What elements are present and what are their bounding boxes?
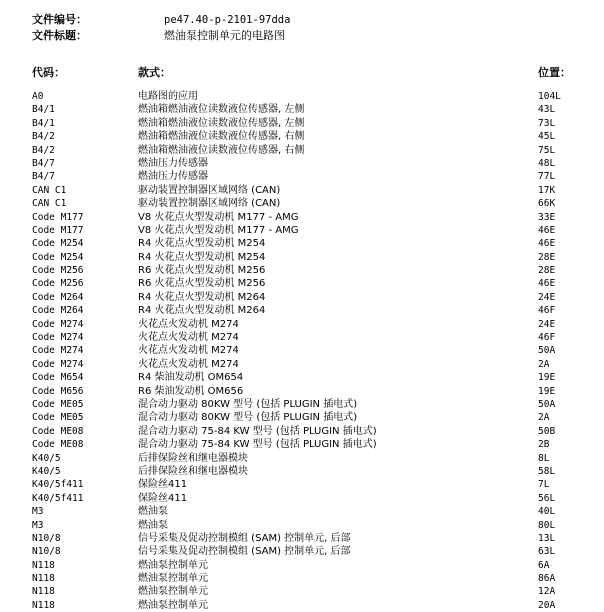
position-cell: 8L (538, 452, 550, 464)
code-cell: N118 (32, 599, 55, 611)
model-cell: 燃油泵控制单元 (138, 559, 208, 571)
table-row (0, 505, 604, 518)
code-cell: Code M256 (32, 265, 84, 277)
model-cell: 后排保险丝和继电器模块 (138, 452, 248, 464)
table-row (0, 277, 604, 290)
position-cell: 63L (538, 546, 556, 558)
table-row (0, 545, 604, 558)
code-cell: Code M274 (32, 318, 84, 330)
table-row (0, 599, 604, 612)
position-cell: 46E (538, 278, 556, 290)
position-cell: 24E (538, 318, 556, 330)
table-row (0, 251, 604, 264)
table-row (0, 331, 604, 344)
code-cell: Code M264 (32, 305, 84, 317)
model-cell: R6 火花点火型发动机 M256 (138, 278, 266, 290)
table-row (0, 237, 604, 250)
table-row (0, 211, 604, 224)
model-cell: 驱动装置控制器区域网络 (CAN) (138, 184, 281, 196)
table-row (0, 344, 604, 357)
model-cell: 火花点火发动机 M274 (138, 318, 239, 330)
position-cell: 45L (538, 131, 556, 143)
model-cell: R4 火花点火型发动机 M254 (138, 238, 266, 250)
code-cell: CAN C1 (32, 198, 67, 210)
code-cell: N10/8 (32, 532, 61, 544)
position-cell: 40L (538, 506, 556, 518)
position-cell: 7L (538, 479, 550, 491)
model-cell: 燃油泵控制单元 (138, 573, 208, 585)
position-cell: 104L (538, 91, 561, 102)
position-cell: 66K (538, 198, 556, 210)
model-cell: V8 火花点火型发动机 M177 - AMG (138, 224, 299, 236)
model-cell: R6 柴油发动机 OM656 (138, 385, 244, 397)
code-cell: B4/2 (32, 131, 55, 143)
position-cell: 86A (538, 573, 556, 585)
code-cell: Code M274 (32, 345, 84, 357)
column-header-model: 款式： (138, 66, 171, 79)
position-cell: 56L (538, 492, 556, 504)
model-cell: 燃油箱燃油液位读数液位传感器, 右侧 (138, 131, 305, 143)
table-row (0, 170, 604, 183)
model-cell: 火花点火发动机 M274 (138, 345, 239, 357)
model-cell: 电路图的应用 (138, 91, 198, 102)
doc-title-value: 燃油泵控制单元的电路图 (164, 29, 285, 42)
table-row (0, 184, 604, 197)
position-cell: 33E (538, 211, 556, 223)
position-cell: 50A (538, 398, 556, 410)
code-cell: Code M177 (32, 224, 84, 236)
code-cell: Code ME08 (32, 425, 84, 437)
model-cell: 混合动力驱动 75-84 KW 型号 (包括 PLUGIN 插电式) (138, 425, 377, 437)
model-cell: 保险丝411 (138, 492, 188, 504)
table-row (0, 452, 604, 465)
table-row (0, 478, 604, 491)
doc-title-label: 文件标题： (32, 29, 87, 42)
table-row (0, 398, 604, 411)
model-cell: V8 火花点火型发动机 M177 - AMG (138, 211, 299, 223)
position-cell: 12A (538, 586, 556, 598)
model-cell: 燃油泵控制单元 (138, 586, 208, 598)
table-row (0, 90, 604, 103)
code-cell: Code M654 (32, 372, 84, 384)
position-cell: 28E (538, 251, 556, 263)
model-cell: 信号采集及促动控制模组 (SAM) 控制单元, 后部 (138, 546, 351, 558)
position-cell: 2B (538, 439, 550, 451)
model-cell: 混合动力驱动 75-84 KW 型号 (包括 PLUGIN 插电式) (138, 439, 377, 451)
position-cell: 2A (538, 358, 550, 370)
code-cell: Code M256 (32, 278, 84, 290)
code-cell: N118 (32, 559, 55, 571)
table-row (0, 465, 604, 478)
model-cell: 混合动力驱动 80KW 型号 (包括 PLUGIN 插电式) (138, 412, 358, 424)
model-cell: R4 柴油发动机 OM654 (138, 372, 244, 384)
model-cell: 燃油箱燃油液位读数液位传感器, 右侧 (138, 144, 305, 156)
code-cell: B4/1 (32, 104, 55, 116)
position-cell: 28E (538, 265, 556, 277)
component-table (0, 90, 604, 612)
code-cell: B4/2 (32, 144, 55, 156)
model-cell: 后排保险丝和继电器模块 (138, 465, 248, 477)
position-cell: 50A (538, 345, 556, 357)
column-header-code: 代码： (32, 66, 65, 79)
code-cell: CAN C1 (32, 184, 67, 196)
position-cell: 6A (538, 559, 550, 571)
model-cell: 燃油压力传感器 (138, 171, 208, 183)
position-cell: 2A (538, 412, 550, 424)
code-cell: K40/5f411 (32, 492, 84, 504)
table-row (0, 304, 604, 317)
table-row (0, 425, 604, 438)
table-row (0, 144, 604, 157)
position-cell: 50B (538, 425, 556, 437)
model-cell: 驱动装置控制器区域网络 (CAN) (138, 198, 281, 210)
position-cell: 77L (538, 171, 556, 183)
position-cell: 20A (538, 599, 556, 611)
code-cell: B4/7 (32, 157, 55, 169)
table-row (0, 291, 604, 304)
table-row (0, 130, 604, 143)
doc-number-label: 文件编号： (32, 13, 87, 26)
column-header-position: 位置： (538, 66, 571, 79)
code-cell: N118 (32, 573, 55, 585)
code-cell: Code ME08 (32, 439, 84, 451)
table-row (0, 532, 604, 545)
code-cell: Code ME05 (32, 412, 84, 424)
position-cell: 43L (538, 104, 556, 116)
code-cell: A0 (32, 91, 44, 102)
code-cell: B4/1 (32, 117, 55, 129)
code-cell: K40/5 (32, 465, 61, 477)
code-cell: Code M254 (32, 238, 84, 250)
model-cell: 燃油箱燃油液位读数液位传感器, 左侧 (138, 117, 305, 129)
table-row (0, 197, 604, 210)
model-cell: 火花点火发动机 M274 (138, 358, 239, 370)
model-cell: 混合动力驱动 80KW 型号 (包括 PLUGIN 插电式) (138, 398, 358, 410)
position-cell: 80L (538, 519, 556, 531)
position-cell: 46E (538, 224, 556, 236)
model-cell: 火花点火发动机 M274 (138, 332, 239, 344)
table-row (0, 492, 604, 505)
table-row (0, 318, 604, 331)
position-cell: 46F (538, 332, 556, 344)
model-cell: R4 火花点火型发动机 M264 (138, 305, 266, 317)
model-cell: 燃油泵 (138, 506, 168, 518)
code-cell: K40/5 (32, 452, 61, 464)
model-cell: 保险丝411 (138, 479, 188, 491)
code-cell: N10/8 (32, 546, 61, 558)
code-cell: Code M274 (32, 332, 84, 344)
code-cell: B4/7 (32, 171, 55, 183)
code-cell: K40/5f411 (32, 479, 84, 491)
table-row (0, 358, 604, 371)
model-cell: 信号采集及促动控制模组 (SAM) 控制单元, 后部 (138, 532, 351, 544)
doc-number-value: pe47.40-p-2101-97dda (164, 14, 291, 26)
table-row (0, 117, 604, 130)
table-row (0, 438, 604, 451)
position-cell: 73L (538, 117, 556, 129)
code-cell: Code M274 (32, 358, 84, 370)
position-cell: 17K (538, 184, 556, 196)
code-cell: M3 (32, 506, 44, 518)
code-cell: Code ME05 (32, 398, 84, 410)
code-cell: Code M254 (32, 251, 84, 263)
code-cell: M3 (32, 519, 44, 531)
table-row (0, 559, 604, 572)
model-cell: R4 火花点火型发动机 M254 (138, 251, 266, 263)
position-cell: 19E (538, 372, 556, 384)
code-cell: N118 (32, 586, 55, 598)
code-cell: Code M177 (32, 211, 84, 223)
position-cell: 48L (538, 157, 556, 169)
position-cell: 24E (538, 291, 556, 303)
table-row (0, 519, 604, 532)
model-cell: R6 火花点火型发动机 M256 (138, 265, 266, 277)
position-cell: 58L (538, 465, 556, 477)
table-row (0, 157, 604, 170)
position-cell: 19E (538, 385, 556, 397)
model-cell: 燃油压力传感器 (138, 157, 208, 169)
model-cell: 燃油泵控制单元 (138, 599, 208, 611)
position-cell: 13L (538, 532, 556, 544)
table-row (0, 103, 604, 116)
code-cell: Code M656 (32, 385, 84, 397)
table-row (0, 411, 604, 424)
position-cell: 46E (538, 238, 556, 250)
table-row (0, 264, 604, 277)
table-row (0, 224, 604, 237)
table-row (0, 572, 604, 585)
code-cell: Code M264 (32, 291, 84, 303)
table-row (0, 585, 604, 598)
table-row (0, 385, 604, 398)
position-cell: 75L (538, 144, 556, 156)
position-cell: 46F (538, 305, 556, 317)
model-cell: 燃油泵 (138, 519, 168, 531)
model-cell: R4 火花点火型发动机 M264 (138, 291, 266, 303)
table-row (0, 371, 604, 384)
model-cell: 燃油箱燃油液位读数液位传感器, 左侧 (138, 104, 305, 116)
